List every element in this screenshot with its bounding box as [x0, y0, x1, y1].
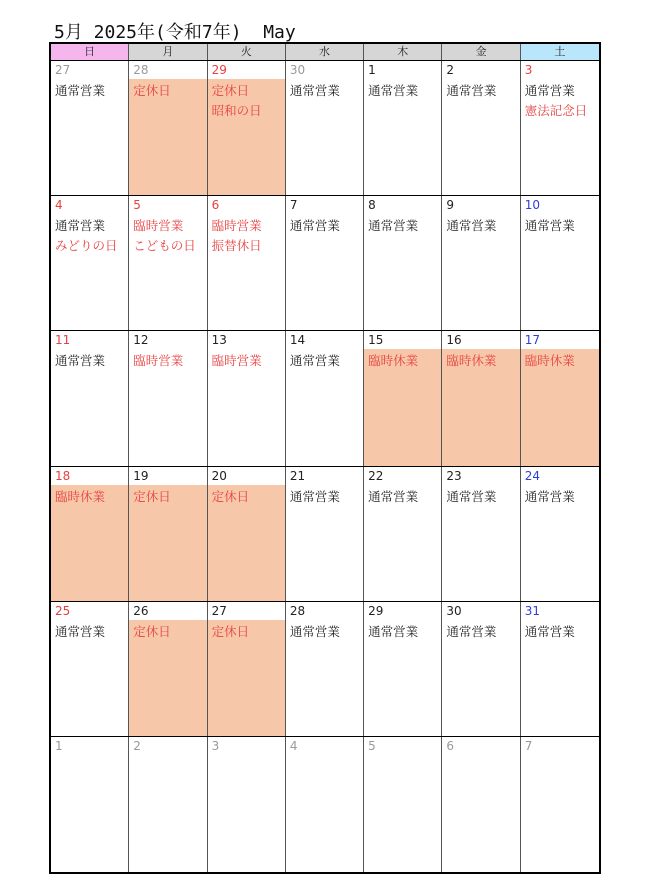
- day-content: [521, 79, 599, 195]
- day-content: [208, 214, 285, 330]
- day-number: 27: [211, 603, 227, 618]
- day-content: [442, 485, 519, 601]
- weekday-label: 金: [442, 44, 520, 60]
- day-number: 26: [133, 603, 149, 618]
- day-cell[interactable]: [286, 61, 364, 195]
- week-row: [51, 61, 599, 196]
- day-number: 8: [368, 198, 376, 213]
- weekday-label: 木: [364, 44, 442, 60]
- day-number: 27: [55, 63, 71, 77]
- day-content: [364, 755, 441, 872]
- day-cell[interactable]: [521, 737, 599, 872]
- day-number: 10: [524, 198, 540, 213]
- day-cell[interactable]: [51, 602, 129, 736]
- day-number: 29: [211, 63, 227, 77]
- day-cell[interactable]: [521, 602, 599, 736]
- day-cell[interactable]: [442, 61, 520, 195]
- day-number: 31: [524, 603, 540, 618]
- day-cell[interactable]: [129, 331, 207, 465]
- status-label: 通常営業: [446, 83, 497, 98]
- weekday-label: 土: [521, 44, 599, 60]
- day-cell[interactable]: [51, 467, 129, 601]
- day-number: 9: [446, 198, 455, 213]
- day-number: 4: [55, 198, 63, 213]
- closed-day-area: [129, 79, 206, 195]
- day-content: [51, 755, 128, 872]
- day-cell[interactable]: [208, 61, 286, 195]
- status-label: 振替休日: [211, 238, 262, 254]
- status-label: 通常営業: [289, 488, 340, 504]
- calendar-grid: [51, 61, 599, 872]
- status-label: 通常営業: [524, 488, 575, 504]
- day-cell[interactable]: [442, 331, 520, 465]
- day-number: 6: [211, 198, 220, 213]
- day-number: 28: [289, 603, 306, 618]
- status-label: 通常営業: [524, 623, 575, 639]
- day-number: 24: [524, 468, 540, 483]
- day-number: 14: [289, 333, 306, 348]
- day-content: [286, 755, 363, 872]
- day-content: [286, 214, 363, 330]
- status-label: 通常営業: [446, 488, 497, 504]
- weekday-label: 月: [129, 44, 207, 60]
- day-number: 25: [55, 603, 71, 618]
- day-cell[interactable]: [521, 61, 599, 195]
- status-label: 臨時営業: [211, 218, 262, 234]
- day-content: [521, 620, 599, 736]
- calendar: [49, 42, 601, 874]
- status-label: 定休日: [133, 488, 171, 504]
- day-number: 15: [368, 333, 384, 348]
- day-content: [364, 620, 441, 736]
- status-label: 憲法記念日: [524, 103, 588, 118]
- day-cell[interactable]: [521, 196, 599, 330]
- day-content: [364, 79, 441, 195]
- day-cell[interactable]: [208, 737, 286, 872]
- closed-day-area: [129, 485, 206, 601]
- day-number: 7: [289, 198, 298, 213]
- status-label: 臨時休業: [446, 353, 497, 369]
- day-number: 16: [446, 333, 462, 348]
- closed-day-area: [208, 79, 285, 195]
- weekday-label: 水: [286, 44, 364, 60]
- day-content: [442, 620, 519, 736]
- day-cell[interactable]: [286, 737, 364, 872]
- day-number: 23: [446, 468, 462, 483]
- day-cell[interactable]: [442, 602, 520, 736]
- status-label: 通常営業: [289, 623, 340, 639]
- status-label: 通常営業: [368, 623, 419, 639]
- status-label: 臨時休業: [368, 353, 419, 369]
- day-content: [286, 620, 363, 736]
- week-row: [51, 196, 599, 331]
- day-cell[interactable]: [129, 61, 207, 195]
- day-cell[interactable]: [364, 467, 442, 601]
- status-label: 定休日: [133, 623, 171, 639]
- weekday-label: 火: [208, 44, 286, 60]
- day-number: 18: [55, 468, 71, 483]
- day-cell[interactable]: [51, 737, 129, 872]
- day-number: 4: [289, 738, 298, 753]
- week-row: [51, 602, 599, 737]
- status-label: 昭和の日: [211, 103, 262, 118]
- day-cell[interactable]: [208, 602, 286, 736]
- day-cell[interactable]: [364, 196, 442, 330]
- day-content: [129, 349, 206, 465]
- status-label: 臨時営業: [133, 218, 184, 234]
- day-number: 17: [524, 333, 540, 348]
- day-number: 13: [211, 333, 227, 348]
- day-number: 30: [446, 603, 462, 618]
- day-number: 3: [211, 738, 220, 753]
- day-number: 20: [211, 468, 227, 483]
- day-number: 29: [368, 603, 384, 618]
- status-label: こどもの日: [133, 238, 196, 254]
- closed-day-area: [208, 620, 285, 736]
- status-label: 通常営業: [55, 353, 106, 369]
- status-label: 通常営業: [524, 218, 575, 234]
- day-cell[interactable]: [364, 61, 442, 195]
- day-content: [208, 755, 285, 872]
- day-cell[interactable]: [129, 737, 207, 872]
- closed-day-area: [208, 485, 285, 601]
- day-cell[interactable]: [208, 196, 286, 330]
- day-content: [129, 214, 206, 330]
- closed-day-area: [364, 349, 441, 465]
- day-content: [521, 214, 599, 330]
- day-cell[interactable]: [442, 196, 520, 330]
- day-content: [208, 349, 285, 465]
- day-cell[interactable]: [364, 331, 442, 465]
- day-cell[interactable]: [286, 196, 364, 330]
- status-label: 通常営業: [446, 623, 497, 639]
- week-row: [51, 331, 599, 466]
- page-title: 5月 2025年(令和7年) May: [54, 22, 296, 43]
- day-content: [51, 349, 128, 465]
- day-number: 6: [446, 738, 455, 753]
- day-cell[interactable]: [364, 602, 442, 736]
- day-cell[interactable]: [286, 602, 364, 736]
- day-number: 11: [55, 333, 71, 348]
- day-number: 3: [524, 63, 533, 77]
- day-cell[interactable]: [442, 737, 520, 872]
- weekday-label: 日: [51, 44, 129, 60]
- day-content: [442, 79, 519, 195]
- day-content: [51, 214, 128, 330]
- status-label: 通常営業: [524, 83, 575, 98]
- day-content: [286, 79, 363, 195]
- status-label: 通常営業: [55, 623, 106, 639]
- status-label: 定休日: [133, 83, 171, 98]
- day-content: [521, 755, 599, 872]
- status-label: 定休日: [211, 623, 250, 639]
- day-cell[interactable]: [208, 331, 286, 465]
- day-number: 21: [289, 468, 306, 483]
- status-label: 定休日: [211, 488, 250, 504]
- status-label: 定休日: [211, 83, 250, 98]
- status-label: 通常営業: [368, 218, 419, 234]
- closed-day-area: [129, 620, 206, 736]
- day-cell[interactable]: [364, 737, 442, 872]
- day-content: [364, 485, 441, 601]
- weekday-header: [51, 44, 599, 61]
- status-label: みどりの日: [55, 238, 118, 254]
- day-cell[interactable]: [129, 602, 207, 736]
- day-content: [51, 79, 128, 195]
- status-label: 臨時営業: [211, 353, 262, 369]
- day-number: 1: [368, 63, 376, 77]
- day-number: 30: [289, 63, 306, 77]
- day-content: [286, 485, 363, 601]
- day-content: [442, 755, 519, 872]
- day-number: 1: [55, 738, 63, 753]
- day-content: [364, 214, 441, 330]
- closed-day-area: [442, 349, 519, 465]
- day-content: [442, 214, 519, 330]
- status-label: 通常営業: [368, 488, 419, 504]
- day-cell[interactable]: [521, 467, 599, 601]
- status-label: 通常営業: [446, 218, 497, 234]
- status-label: 通常営業: [55, 83, 106, 98]
- day-cell[interactable]: [521, 331, 599, 465]
- closed-day-area: [521, 349, 599, 465]
- day-cell[interactable]: [442, 467, 520, 601]
- day-content: [129, 755, 206, 872]
- status-label: 臨時休業: [55, 488, 106, 504]
- day-cell[interactable]: [51, 331, 129, 465]
- day-content: [51, 620, 128, 736]
- day-number: 5: [133, 198, 141, 213]
- day-number: 2: [446, 63, 455, 77]
- status-label: 臨時休業: [524, 353, 575, 369]
- day-cell[interactable]: [286, 331, 364, 465]
- day-number: 2: [133, 738, 141, 753]
- day-cell[interactable]: [129, 467, 207, 601]
- status-label: 通常営業: [289, 218, 340, 234]
- day-cell[interactable]: [51, 61, 129, 195]
- day-number: 7: [524, 738, 533, 753]
- day-content: [521, 485, 599, 601]
- day-cell[interactable]: [208, 467, 286, 601]
- day-number: 19: [133, 468, 149, 483]
- day-number: 22: [368, 468, 384, 483]
- status-label: 通常営業: [289, 83, 340, 98]
- week-row: [51, 467, 599, 602]
- status-label: 臨時営業: [133, 353, 184, 369]
- week-row: [51, 737, 599, 872]
- day-content: [286, 349, 363, 465]
- status-label: 通常営業: [55, 218, 106, 234]
- status-label: 通常営業: [289, 353, 340, 369]
- closed-day-area: [51, 485, 128, 601]
- day-number: 5: [368, 738, 376, 753]
- day-number: 12: [133, 333, 149, 348]
- day-cell[interactable]: [51, 196, 129, 330]
- day-cell[interactable]: [286, 467, 364, 601]
- status-label: 通常営業: [368, 83, 419, 98]
- day-cell[interactable]: [129, 196, 207, 330]
- day-number: 28: [133, 63, 149, 77]
